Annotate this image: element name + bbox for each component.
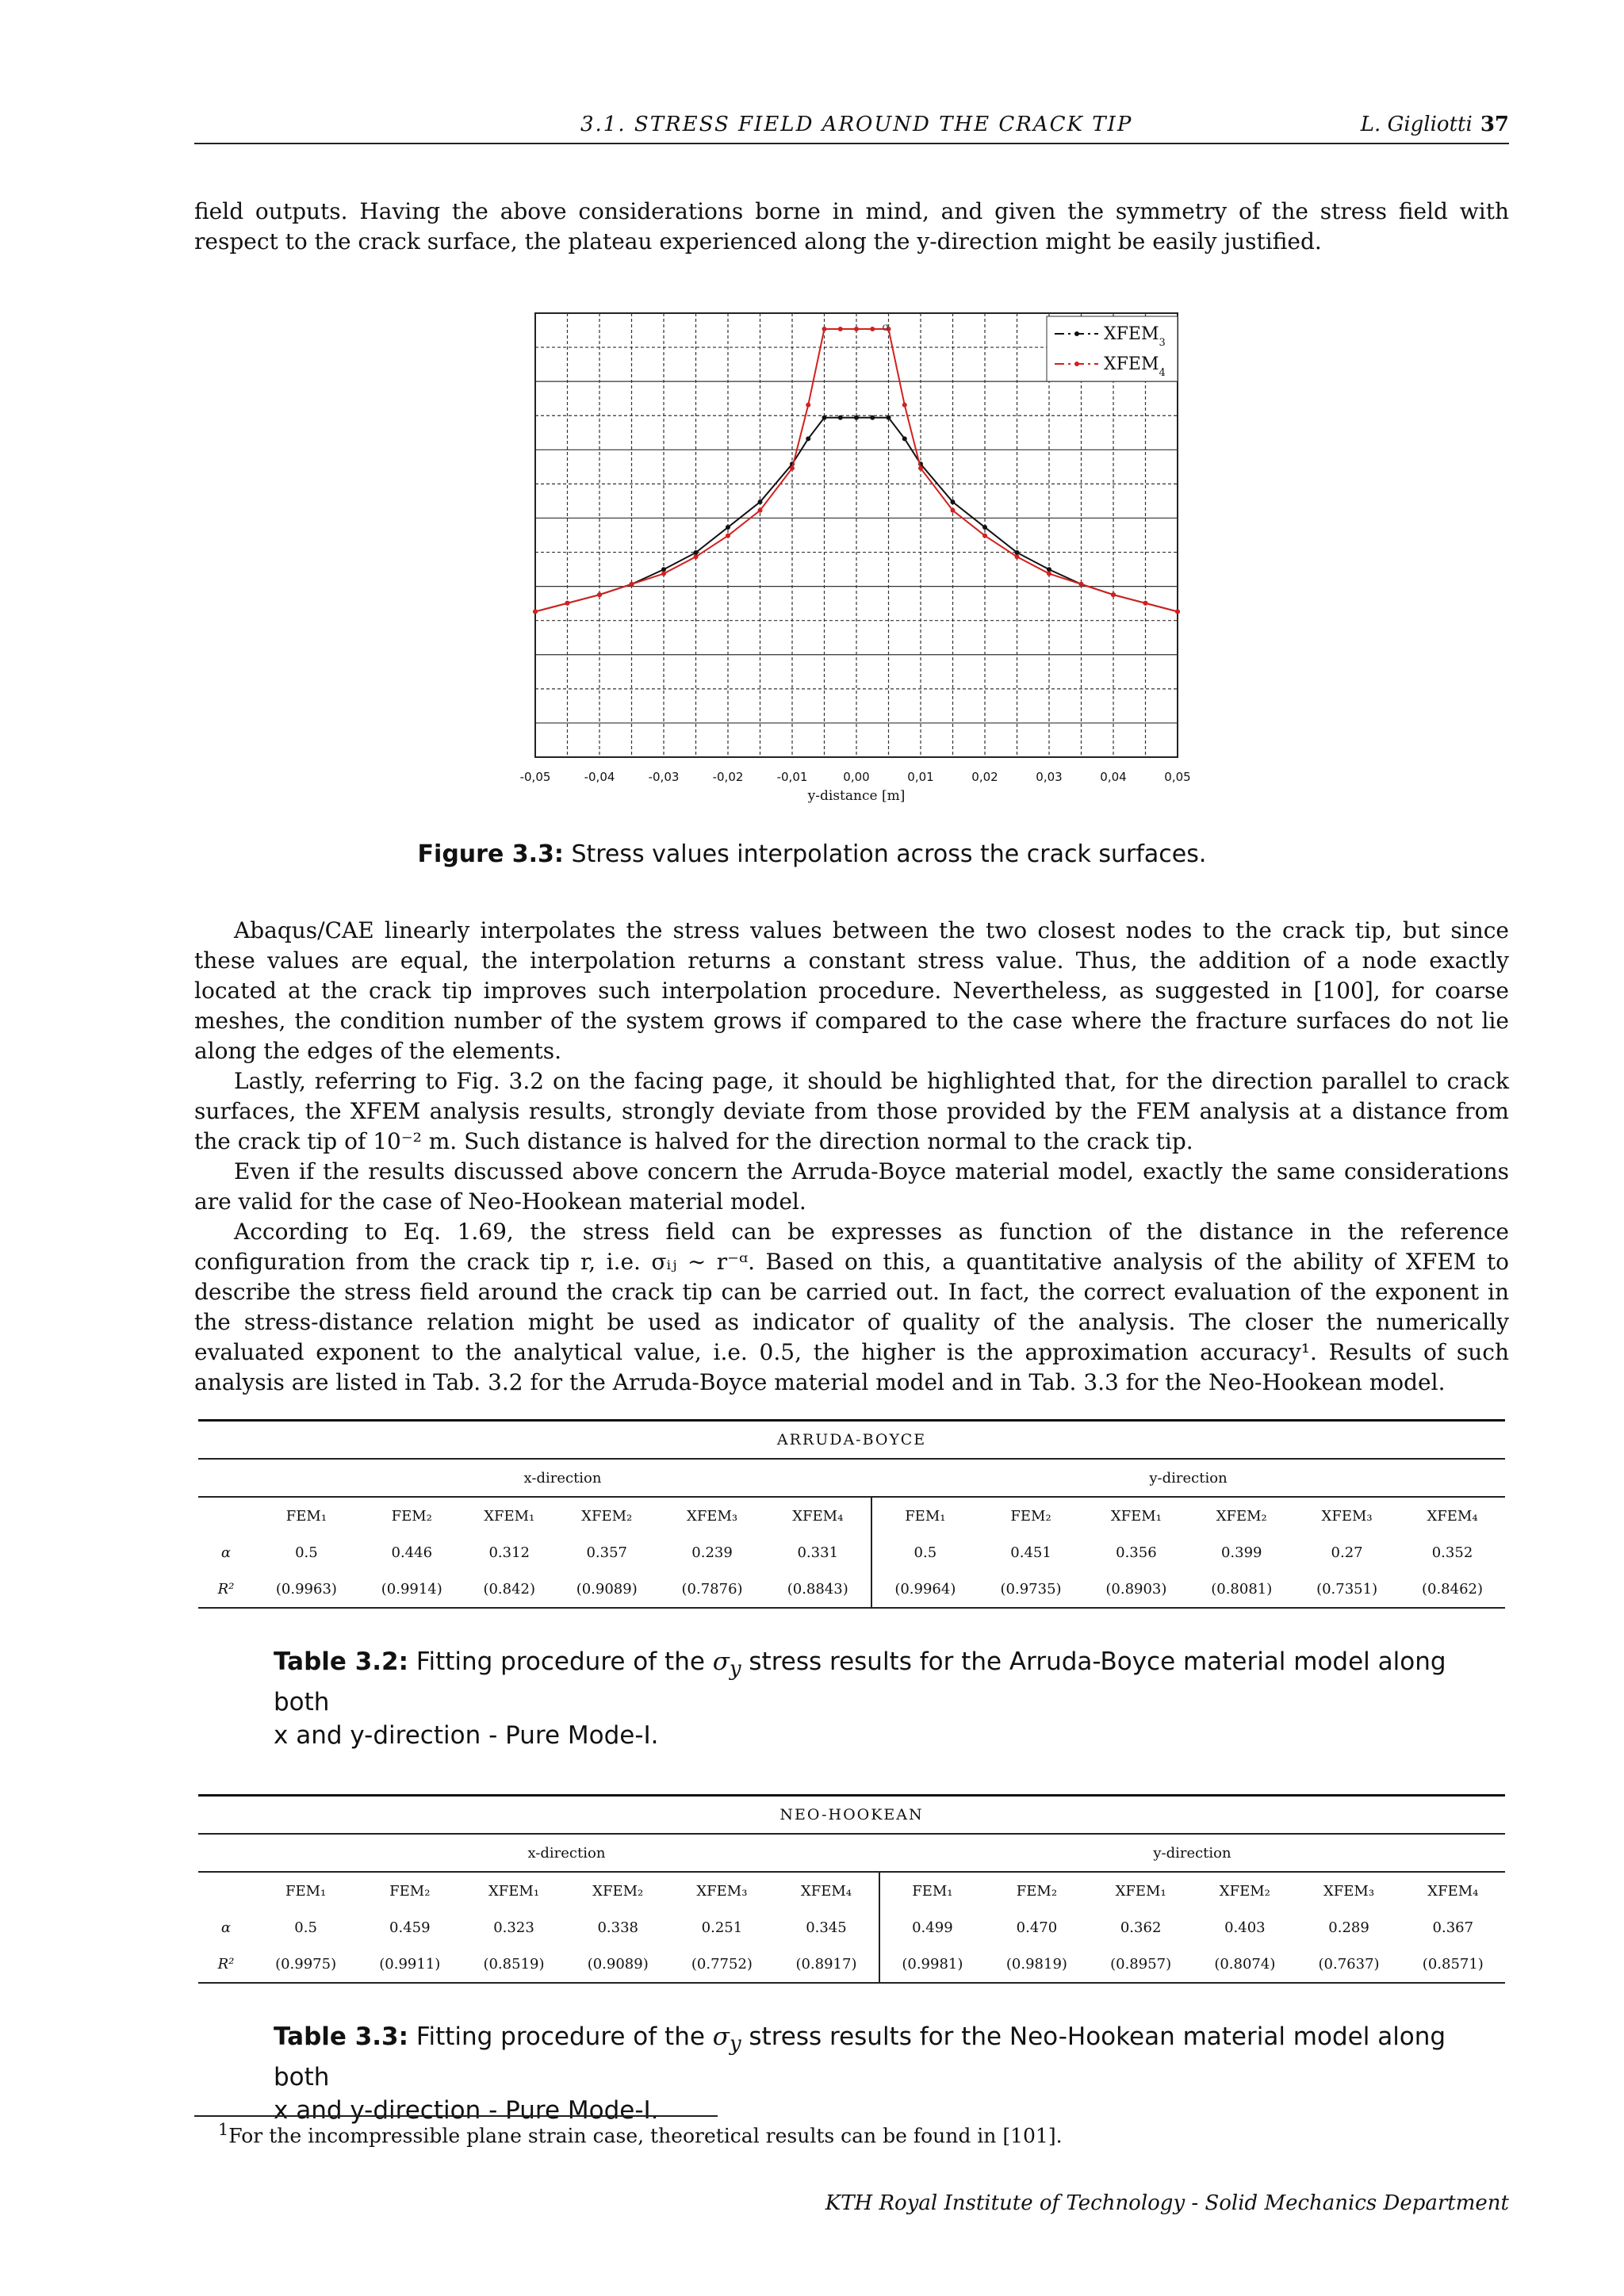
paragraph-1: Abaqus/CAE linearly interpolates the stress values between the two closest nodes to the crack tip, but since these values are equal, the interpolation returns a constant stress value. Thus, the addition of a node exactly located at the crack tip improves such interpolation procedure. Nevertheless, as suggested in [100], for coarse meshes, the condition number of the system grows if compared to the case where the fracture surfaces do not lie along the edges of the elements. [194, 917, 1509, 1064]
column-header: XFEM₃ [1323, 1882, 1375, 1900]
page-footer: KTH Royal Institute of Technology - Solid Mechanics Department [825, 2191, 1509, 2215]
table-cell: 0.399 [1220, 1544, 1262, 1561]
legend-marker [1074, 331, 1079, 336]
data-point-xfem4 [533, 609, 538, 614]
x-tick-label: -0,04 [584, 770, 615, 784]
column-header: FEM₂ [1016, 1882, 1058, 1900]
x-tick-label: 0,00 [843, 770, 870, 784]
data-point-xfem4 [902, 403, 907, 408]
table-3-3-caption: Table 3.3: Fitting procedure of the $\sigma_y$ stress results for the Neo-Hookean material model along both x and y-direction - Pure Mode-I. [274, 2022, 1446, 2126]
peak-annotation: σ [882, 321, 890, 334]
x-tick-label: -0,02 [712, 770, 744, 784]
table-cell: 0.5 [871, 1534, 979, 1571]
table-cell: (0.9089) [587, 1955, 649, 1973]
table-cell: (0.842) [483, 1580, 536, 1598]
data-point-xfem3 [887, 415, 891, 420]
table-3-2-caption: Table 3.2: Fitting procedure of the $\sigma_y$ stress results for the Arruda-Boyce material model along both x and y-direction - Pure Mode-I. [274, 1647, 1446, 1751]
table-cell: (0.8074) [1214, 1955, 1276, 1973]
data-point-xfem3 [838, 415, 843, 420]
footnote-text: For the incompressible plane strain case, theoretical results can be found in [101]. [228, 2124, 1063, 2148]
data-point-xfem3 [982, 525, 987, 530]
column-header: XFEM₃ [687, 1507, 738, 1525]
column-header: XFEM₃ [696, 1882, 748, 1900]
table-caption-label: Table 3.2: [274, 1647, 409, 1676]
y-direction-header: y-direction [1149, 1469, 1228, 1487]
data-point-xfem4 [726, 534, 730, 538]
table-cell: (0.8917) [795, 1955, 857, 1973]
footnote-mark: 1 [218, 2120, 229, 2139]
header-author [1361, 113, 1509, 136]
data-point-xfem4 [870, 327, 875, 331]
table-caption-line2: x and y-direction - Pure Mode-I. [274, 2096, 659, 2126]
table-cell: 0.289 [1328, 1919, 1369, 1936]
column-header: XFEM₁ [488, 1882, 540, 1900]
table-cell: 0.451 [1010, 1544, 1051, 1561]
main-body [194, 916, 1509, 1398]
column-header: FEM₂ [389, 1882, 431, 1900]
sigma-symbol: σ [712, 2022, 730, 2051]
table-cell: 0.362 [1120, 1919, 1162, 1936]
data-point-xfem3 [870, 415, 875, 420]
column-header: XFEM₃ [1321, 1507, 1373, 1525]
table-cell: 0.345 [806, 1919, 847, 1936]
column-header: XFEM₂ [581, 1507, 633, 1525]
data-point-xfem3 [726, 525, 730, 530]
data-point-xfem3 [758, 499, 763, 504]
table-cell: 0.446 [391, 1544, 433, 1561]
data-point-xfem4 [1175, 609, 1180, 614]
data-point-xfem4 [982, 534, 987, 538]
arruda-boyce-table [198, 1419, 1505, 1609]
table-cell: 0.251 [701, 1919, 743, 1936]
running-header [194, 108, 1509, 144]
table-cell: 0.331 [797, 1544, 839, 1561]
x-tick-label: 0,02 [971, 770, 998, 784]
column-header: XFEM₂ [1216, 1507, 1267, 1525]
intro-paragraph [194, 197, 1509, 257]
data-point-xfem4 [758, 508, 763, 513]
column-header: XFEM₄ [792, 1507, 844, 1525]
table-cell: 0.239 [691, 1544, 733, 1561]
section-title: 3.1. STRESS FIELD AROUND THE CRACK TIP [580, 113, 1133, 136]
paragraph-3: Even if the results discussed above concern the Arruda-Boyce material model, exactly the same considerations are valid for the case of Neo-Hookean material model. [194, 1158, 1509, 1215]
x-axis-label: y-distance [m] [807, 788, 906, 804]
data-point-xfem4 [951, 508, 956, 513]
author-name: L. Gigliotti [1360, 113, 1473, 136]
data-point-xfem4 [661, 572, 666, 576]
data-point-xfem4 [806, 403, 810, 408]
table-caption-pre: Fitting procedure of the [416, 2022, 705, 2051]
table-title: NEO-HOOKEAN [779, 1806, 924, 1823]
column-header-row [198, 1872, 1505, 1909]
row-label: α [220, 1919, 232, 1936]
table-arruda-boyce [198, 1419, 1505, 1609]
data-point-xfem4 [838, 327, 843, 331]
footnote-rule [194, 2115, 718, 2117]
column-header: XFEM₄ [1427, 1882, 1479, 1900]
table-cell: 0.352 [1431, 1544, 1473, 1561]
table-caption-post: stress results for the Arruda-Boyce material model along both [274, 1647, 1446, 1717]
x-tick-label: 0,03 [1036, 770, 1063, 784]
data-point-xfem4 [822, 327, 827, 331]
alpha-row [198, 1534, 1505, 1571]
x-tick-label: 0,04 [1100, 770, 1127, 784]
table-cell: (0.9735) [1000, 1580, 1062, 1598]
x-tick-label: 0,05 [1164, 770, 1191, 784]
x-direction-header: x-direction [523, 1469, 602, 1487]
r2-row [198, 1571, 1505, 1608]
data-point-xfem3 [854, 415, 859, 420]
data-point-xfem4 [918, 466, 923, 471]
legend-marker [1074, 362, 1079, 366]
stress-chart [500, 305, 1197, 813]
table-cell: (0.9914) [381, 1580, 442, 1598]
table-cell: (0.8957) [1110, 1955, 1172, 1973]
table-caption-line2: x and y-direction - Pure Mode-I. [274, 1721, 659, 1751]
table-cell: 0.312 [488, 1544, 530, 1561]
data-point-xfem3 [661, 567, 666, 572]
data-point-xfem4 [1047, 572, 1051, 576]
column-header: FEM₁ [285, 1507, 327, 1525]
column-header: XFEM₂ [1219, 1882, 1270, 1900]
legend-entry: $XFEM_3$ [1104, 324, 1166, 349]
data-point-xfem3 [1047, 567, 1051, 572]
row-label: α [220, 1544, 232, 1561]
y-direction-header: y-direction [1153, 1844, 1231, 1862]
column-header: FEM₁ [285, 1882, 327, 1900]
data-point-xfem4 [1111, 592, 1116, 597]
table-cell: (0.8462) [1421, 1580, 1484, 1598]
footnote [218, 2120, 1063, 2147]
data-point-xfem3 [1015, 550, 1020, 555]
data-point-xfem3 [694, 550, 699, 555]
data-point-xfem4 [854, 327, 859, 331]
table-cell: (0.9911) [379, 1955, 441, 1973]
column-header: XFEM₁ [1115, 1882, 1166, 1900]
table-cell: (0.9963) [275, 1580, 337, 1598]
table-cell: (0.7752) [691, 1955, 753, 1973]
column-header: XFEM₁ [1110, 1507, 1162, 1525]
row-label: R² [217, 1955, 235, 1973]
figure-caption-text: Stress values interpolation across the crack surfaces. [571, 840, 1207, 868]
column-header-row [198, 1497, 1505, 1534]
column-header: FEM₁ [879, 1872, 985, 1909]
alpha-row [198, 1909, 1505, 1946]
x-tick-label: -0,01 [776, 770, 808, 784]
table-cell: 0.367 [1432, 1919, 1474, 1936]
x-tick-label: -0,05 [519, 770, 551, 784]
table-cell: (0.8519) [483, 1955, 545, 1973]
table-cell: (0.9975) [275, 1955, 337, 1973]
data-point-xfem4 [597, 592, 602, 597]
figure-caption [0, 840, 1624, 868]
table-caption-label: Table 3.3: [274, 2022, 409, 2051]
data-point-xfem3 [951, 499, 956, 504]
table-title: ARRUDA-BOYCE [776, 1431, 927, 1448]
data-point-xfem3 [902, 436, 907, 441]
table-caption-pre: Fitting procedure of the [416, 1647, 705, 1676]
data-point-xfem4 [790, 466, 795, 471]
data-point-xfem4 [1079, 582, 1084, 587]
table-cell: (0.7876) [681, 1580, 743, 1598]
page-number: 37 [1480, 113, 1509, 136]
paragraph-4: According to Eq. 1.69, the stress field can be expresses as function of the distance in the reference configuration from the crack tip r, i.e. σᵢⱼ ∼ r⁻ᵅ. Based on this, a quantitative analysis of the ability of XFEM to describe the stress field around the crack tip can be carried out. In fact, the correct evaluation of the exponent in the stress-distance relation might be used as indicator of quality of the analysis. The closer the numerically evaluated exponent to the analytical value, i.e. 0.5, the higher is the approximation accuracy¹. Results of such analysis are listed in Tab. 3.2 for the Arruda-Boyce material model and in Tab. 3.3 for the Neo-Hookean model. [194, 1219, 1509, 1395]
table-cell: (0.8903) [1105, 1580, 1167, 1598]
paragraph-2: Lastly, referring to Fig. 3.2 on the facing page, it should be highlighted that, for the direction parallel to crack surfaces, the XFEM analysis results, strongly deviate from those provided by the FEM analysis at a distance from the crack tip of 10⁻² m. Such distance is halved for the direction normal to the crack tip. [194, 1068, 1509, 1154]
table-cell: (0.8571) [1422, 1955, 1484, 1973]
x-tick-label: -0,03 [648, 770, 680, 784]
data-point-xfem4 [565, 601, 570, 606]
column-header: FEM₁ [871, 1497, 979, 1534]
table-cell: (0.9089) [576, 1580, 638, 1598]
table-cell: 0.5 [295, 1544, 318, 1561]
table-cell: 0.403 [1224, 1919, 1266, 1936]
figure-caption-label: Figure 3.3: [417, 840, 564, 868]
column-header: XFEM₄ [1427, 1507, 1478, 1525]
table-cell: 0.357 [586, 1544, 627, 1561]
data-point-xfem4 [694, 554, 699, 559]
data-point-xfem3 [822, 415, 827, 420]
column-header: FEM₂ [391, 1507, 432, 1525]
table-cell: 0.499 [879, 1909, 985, 1946]
table-cell: (0.8081) [1211, 1580, 1273, 1598]
table-cell: 0.459 [389, 1919, 431, 1936]
data-point-xfem4 [630, 582, 634, 587]
table-cell: 0.356 [1116, 1544, 1157, 1561]
table-cell: 0.323 [493, 1919, 534, 1936]
table-cell: 0.27 [1331, 1544, 1363, 1561]
legend-entry: $XFEM_4$ [1104, 354, 1166, 379]
table-cell: (0.9964) [871, 1571, 979, 1608]
neo-hookean-table [198, 1794, 1505, 1984]
column-header: XFEM₄ [800, 1882, 852, 1900]
sigma-symbol: σ [712, 1647, 730, 1676]
table-caption-post: stress results for the Neo-Hookean material model along both [274, 2022, 1446, 2092]
table-cell: (0.7637) [1318, 1955, 1380, 1973]
table-cell: 0.338 [597, 1919, 638, 1936]
table-cell: (0.9981) [879, 1946, 985, 1983]
table-neo-hookean [198, 1794, 1505, 1984]
column-header: XFEM₁ [484, 1507, 535, 1525]
column-header: XFEM₂ [592, 1882, 644, 1900]
x-direction-header: x-direction [527, 1844, 606, 1862]
table-cell: (0.9819) [1005, 1955, 1067, 1973]
table-cell: (0.8843) [787, 1580, 848, 1598]
data-point-xfem3 [806, 436, 810, 441]
intro-text: field outputs. Having the above considerations borne in mind, and given the symmetry of the stress field with respect to the crack surface, the plateau experienced along the y-direction might be easily justified. [194, 198, 1509, 254]
table-cell: 0.470 [1016, 1919, 1058, 1936]
row-label: R² [217, 1580, 235, 1598]
column-header: FEM₂ [1010, 1507, 1051, 1525]
x-tick-label: 0,01 [907, 770, 934, 784]
data-point-xfem4 [1015, 554, 1020, 559]
table-cell: 0.5 [294, 1919, 317, 1936]
r2-row [198, 1946, 1505, 1983]
data-point-xfem4 [1143, 601, 1148, 606]
table-cell: (0.7351) [1316, 1580, 1378, 1598]
